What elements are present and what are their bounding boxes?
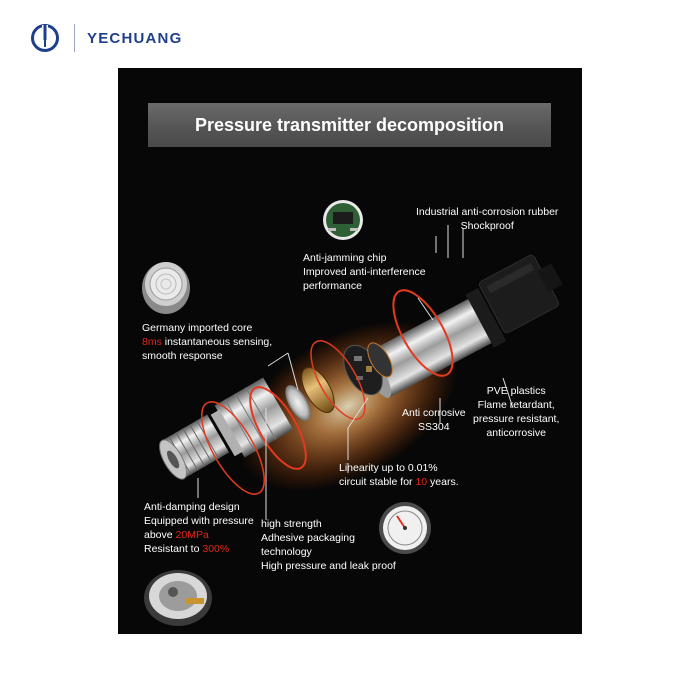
chip-thumbnail bbox=[323, 200, 363, 240]
label-core-line1: Germany imported core bbox=[142, 322, 253, 334]
label-linearity-post: years. bbox=[427, 476, 459, 488]
label-damping-resistant: Resistant to bbox=[144, 543, 203, 555]
brand-divider bbox=[74, 24, 75, 52]
label-strength-line3: technology bbox=[261, 546, 312, 558]
pressure-gauge-icon bbox=[30, 23, 60, 53]
label-damping-line3 bbox=[144, 528, 254, 542]
label-linearity-line2 bbox=[339, 475, 459, 489]
label-strength-line1: high strength bbox=[261, 518, 322, 530]
label-damping-line1: Anti-damping design bbox=[144, 501, 240, 513]
title-banner bbox=[148, 103, 551, 147]
label-damping-mpa: 20MPa bbox=[175, 529, 209, 541]
label-core-line3: smooth response bbox=[142, 350, 223, 362]
label-core bbox=[142, 321, 272, 363]
label-damping-line4 bbox=[144, 542, 254, 556]
label-ss304-line2: SS304 bbox=[418, 421, 450, 433]
label-pve-line3: pressure resistant, bbox=[473, 413, 560, 425]
label-core-ms: 8ms bbox=[142, 336, 162, 348]
label-linearity-line1: Linearity up to 0.01% bbox=[339, 462, 438, 474]
label-damping-line2: Equipped with pressure bbox=[144, 515, 254, 527]
sensor-core-thumbnail bbox=[142, 262, 190, 314]
label-chip-line1: Anti-jamming chip bbox=[303, 252, 387, 264]
brand bbox=[30, 22, 182, 54]
label-strength-line2: Adhesive packaging bbox=[261, 532, 355, 544]
label-linearity-years: 10 bbox=[415, 476, 428, 488]
label-core-line2-rest: instantaneous sensing, bbox=[161, 336, 273, 348]
label-pve-line1: PVE plastics bbox=[486, 385, 546, 397]
label-pve-line2: Flame retardant, bbox=[477, 399, 555, 411]
label-chip bbox=[303, 251, 426, 293]
page-title: Pressure transmitter decomposition bbox=[194, 114, 505, 135]
label-rubber bbox=[416, 205, 558, 233]
adhesive-sensor-thumbnail bbox=[144, 570, 212, 626]
label-damping-percent: 300% bbox=[202, 543, 230, 555]
label-chip-line3: performance bbox=[303, 280, 362, 292]
label-rubber-line1: Industrial anti-corrosion rubber bbox=[416, 206, 559, 218]
product-panel bbox=[118, 68, 582, 634]
label-ss304 bbox=[402, 406, 466, 434]
brand-name: YECHUANG bbox=[87, 29, 183, 47]
label-pve bbox=[473, 384, 559, 440]
label-pve-line4: anticorrosive bbox=[486, 427, 546, 439]
label-linearity bbox=[339, 461, 459, 489]
label-strength-line4: High pressure and leak proof bbox=[261, 560, 396, 572]
label-chip-line2: Improved anti-interference bbox=[303, 266, 426, 278]
label-linearity-pre: circuit stable for bbox=[339, 476, 416, 488]
label-core-line2 bbox=[142, 335, 272, 349]
label-damping bbox=[144, 500, 254, 556]
label-strength bbox=[261, 517, 396, 573]
label-damping-above: above bbox=[144, 529, 176, 541]
label-rubber-line2: Shockproof bbox=[460, 220, 514, 232]
label-ss304-line1: Anti corrosive bbox=[402, 407, 466, 419]
